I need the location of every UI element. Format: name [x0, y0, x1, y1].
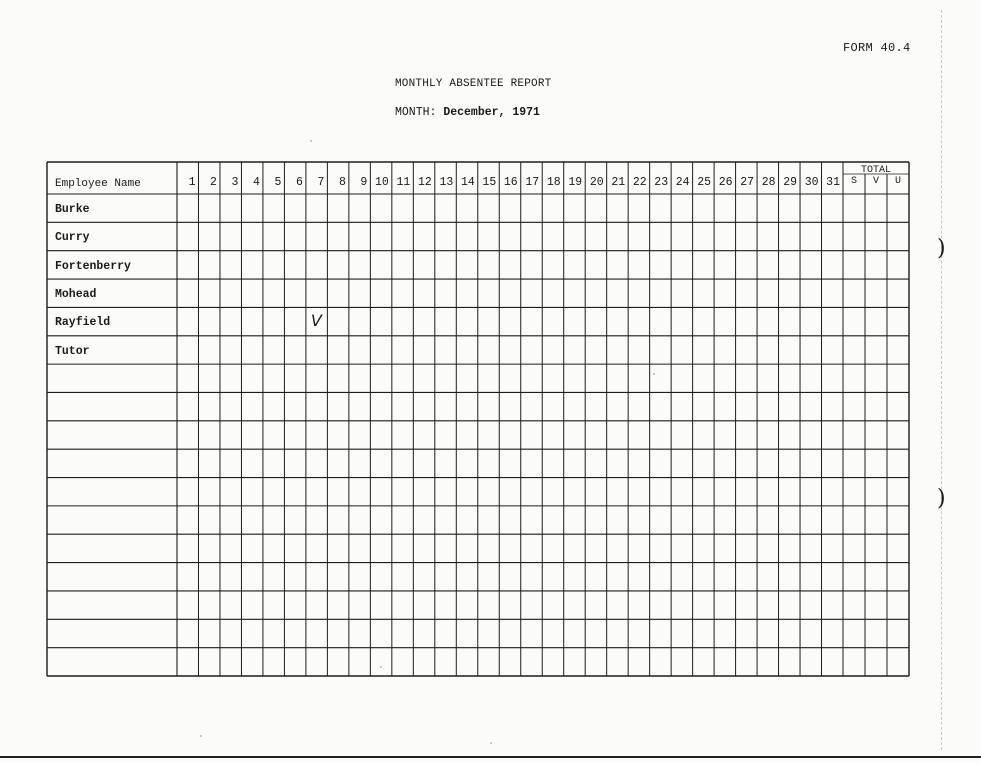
total-header: TOTAL	[860, 165, 891, 176]
day-column-header: 9	[360, 176, 368, 189]
day-column-header: 30	[804, 176, 819, 189]
day-column-header: 4	[253, 176, 260, 189]
day-column-header: 14	[460, 176, 475, 189]
employee-name: Rayfield	[55, 316, 111, 330]
month-value: December, 1971	[443, 106, 540, 119]
right-margin-guide	[941, 10, 942, 750]
day-column-header: 8	[338, 176, 346, 189]
total-column-header: S	[850, 176, 857, 187]
day-column-header: 12	[417, 176, 432, 189]
day-column-header: 28	[761, 176, 776, 189]
day-column-header: 16	[503, 176, 518, 189]
day-column-header: 10	[375, 176, 389, 189]
day-column-header: 3	[231, 176, 239, 189]
table-grid	[47, 162, 909, 676]
day-column-header: 27	[740, 176, 755, 189]
month-label: MONTH:	[395, 106, 437, 119]
month-line	[395, 106, 540, 119]
day-column-header: 22	[632, 176, 647, 189]
day-column-header: 2	[210, 176, 217, 189]
absence-mark: V	[310, 311, 322, 331]
day-column-header: 29	[783, 176, 798, 189]
day-column-header: 25	[697, 176, 712, 189]
report-title: MONTHLY ABSENTEE REPORT	[395, 78, 552, 90]
day-column-header: 13	[439, 176, 454, 189]
employee-name: Tutor	[55, 344, 90, 358]
day-column-header: 20	[589, 176, 604, 189]
page-bottom-rule	[0, 756, 981, 758]
day-column-header: 17	[525, 176, 540, 189]
day-column-header: 1	[188, 176, 196, 189]
day-column-header: 21	[611, 176, 626, 189]
employee-name-header: Employee Name	[55, 178, 141, 190]
employee-name: Burke	[55, 203, 90, 216]
day-column-header: 18	[546, 176, 561, 189]
total-column-header: V	[872, 176, 879, 187]
employee-name: Fortenberry	[55, 259, 131, 273]
employee-name: Mohead	[55, 288, 97, 302]
margin-mark: )	[937, 236, 946, 261]
total-column-header: U	[894, 176, 901, 187]
day-column-header: 24	[675, 176, 690, 189]
absentee-table	[47, 162, 909, 676]
day-column-header: 7	[317, 176, 325, 189]
day-column-header: 26	[718, 176, 733, 189]
day-column-header: 19	[568, 176, 583, 189]
day-column-header: 6	[295, 176, 303, 189]
day-column-header: 31	[826, 176, 840, 189]
day-column-header: 5	[274, 176, 282, 189]
day-column-header: 23	[654, 176, 669, 189]
form-number: FORM 40.4	[843, 41, 911, 55]
day-column-header: 15	[482, 176, 497, 189]
day-column-header: 11	[396, 176, 411, 189]
margin-mark: )	[937, 486, 946, 511]
employee-name: Curry	[55, 231, 90, 245]
